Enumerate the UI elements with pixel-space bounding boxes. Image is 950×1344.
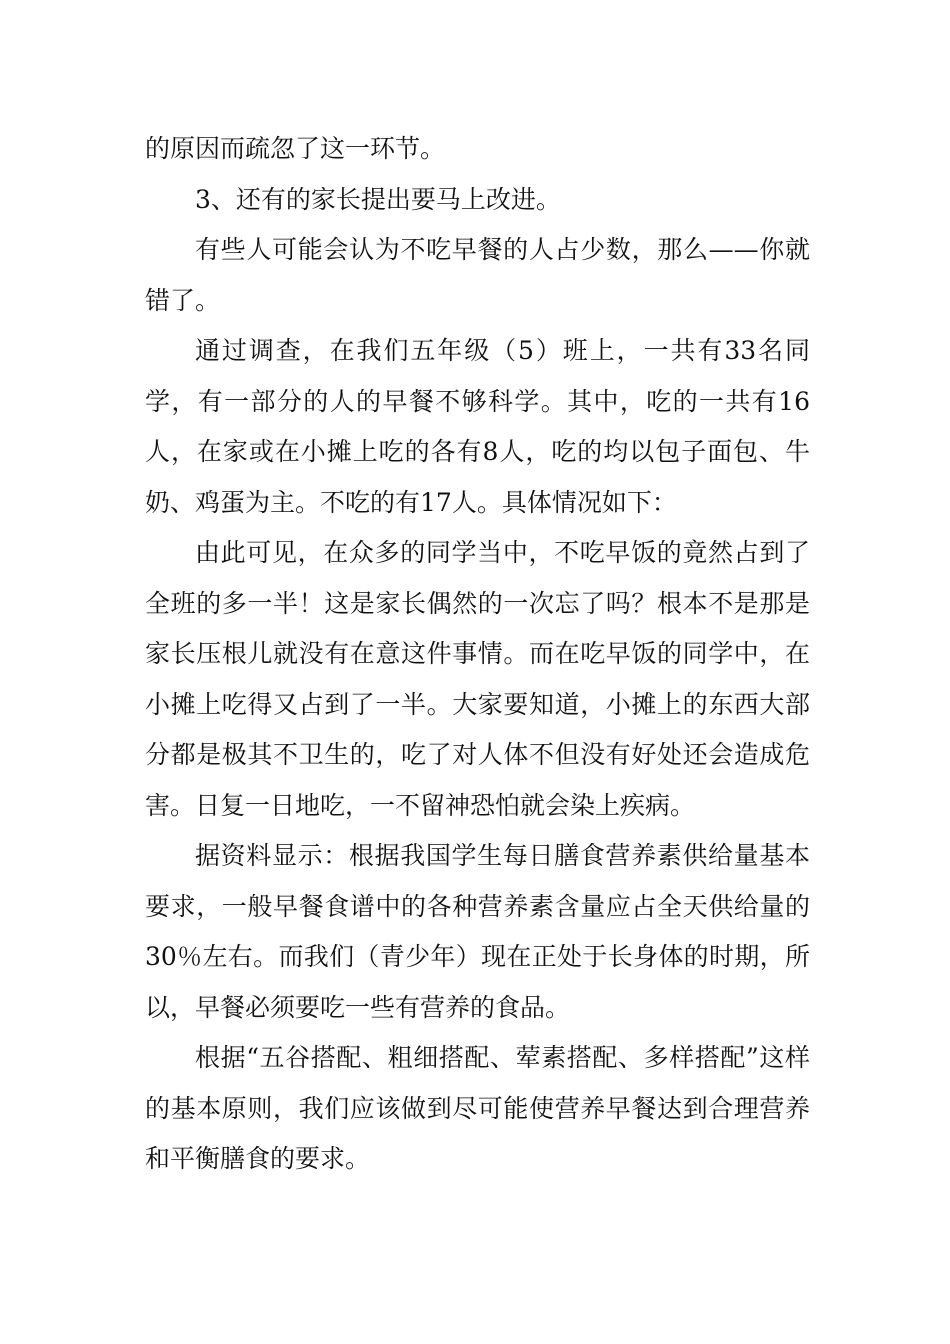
paragraph-parent-improve: 3、还有的家长提出要马上改进。 — [195, 184, 561, 214]
paragraph-principles: 根据“五谷搭配、粗细搭配、荤素搭配、多样搭配”这样的基本原则，我们应该做到尽可能使营养早餐达到合理营养和平衡膳食的要求。 — [145, 1043, 810, 1173]
paragraph-misconception: 有些人可能会认为不吃早餐的人占少数，那么——你就错了。 — [145, 235, 810, 315]
paragraph-nutrition-data: 据资料显示：根据我国学生每日膳食营养素供给量基本要求，一般早餐食谱中的各种营养素含量应占全天供给量的30％左右。而我们（青少年）现在正处于长身体的时期，所以，早餐必须要吃一些有营养的食品。 — [145, 841, 810, 1022]
paragraph-continuation: 的原因而疏忽了这一环节。 — [145, 134, 446, 163]
paragraph-analysis: 由此可见，在众多的同学当中，不吃早饭的竟然占到了全班的多一半！这是家长偶然的一次忘了吗？根本不是那是家长压根儿就没有在意这件事情。而在吃早饭的同学中，在小摊上吃得又占到了一半。大家要知道，小摊上的东西大部分都是极其不卫生的，吃了对人体不但没有好处还会造成危害。日复一日地吃，一不留神恐怕就会染上疾病。 — [145, 538, 810, 820]
document-body — [145, 124, 810, 1185]
paragraph-survey: 通过调查，在我们五年级（5）班上，一共有33名同学，有一部分的人的早餐不够科学。其中，吃的一共有16人，在家或在小摊上吃的各有8人，吃的均以包子面包、牛奶、鸡蛋为主。不吃的有17人。具体情况如下： — [145, 336, 810, 517]
